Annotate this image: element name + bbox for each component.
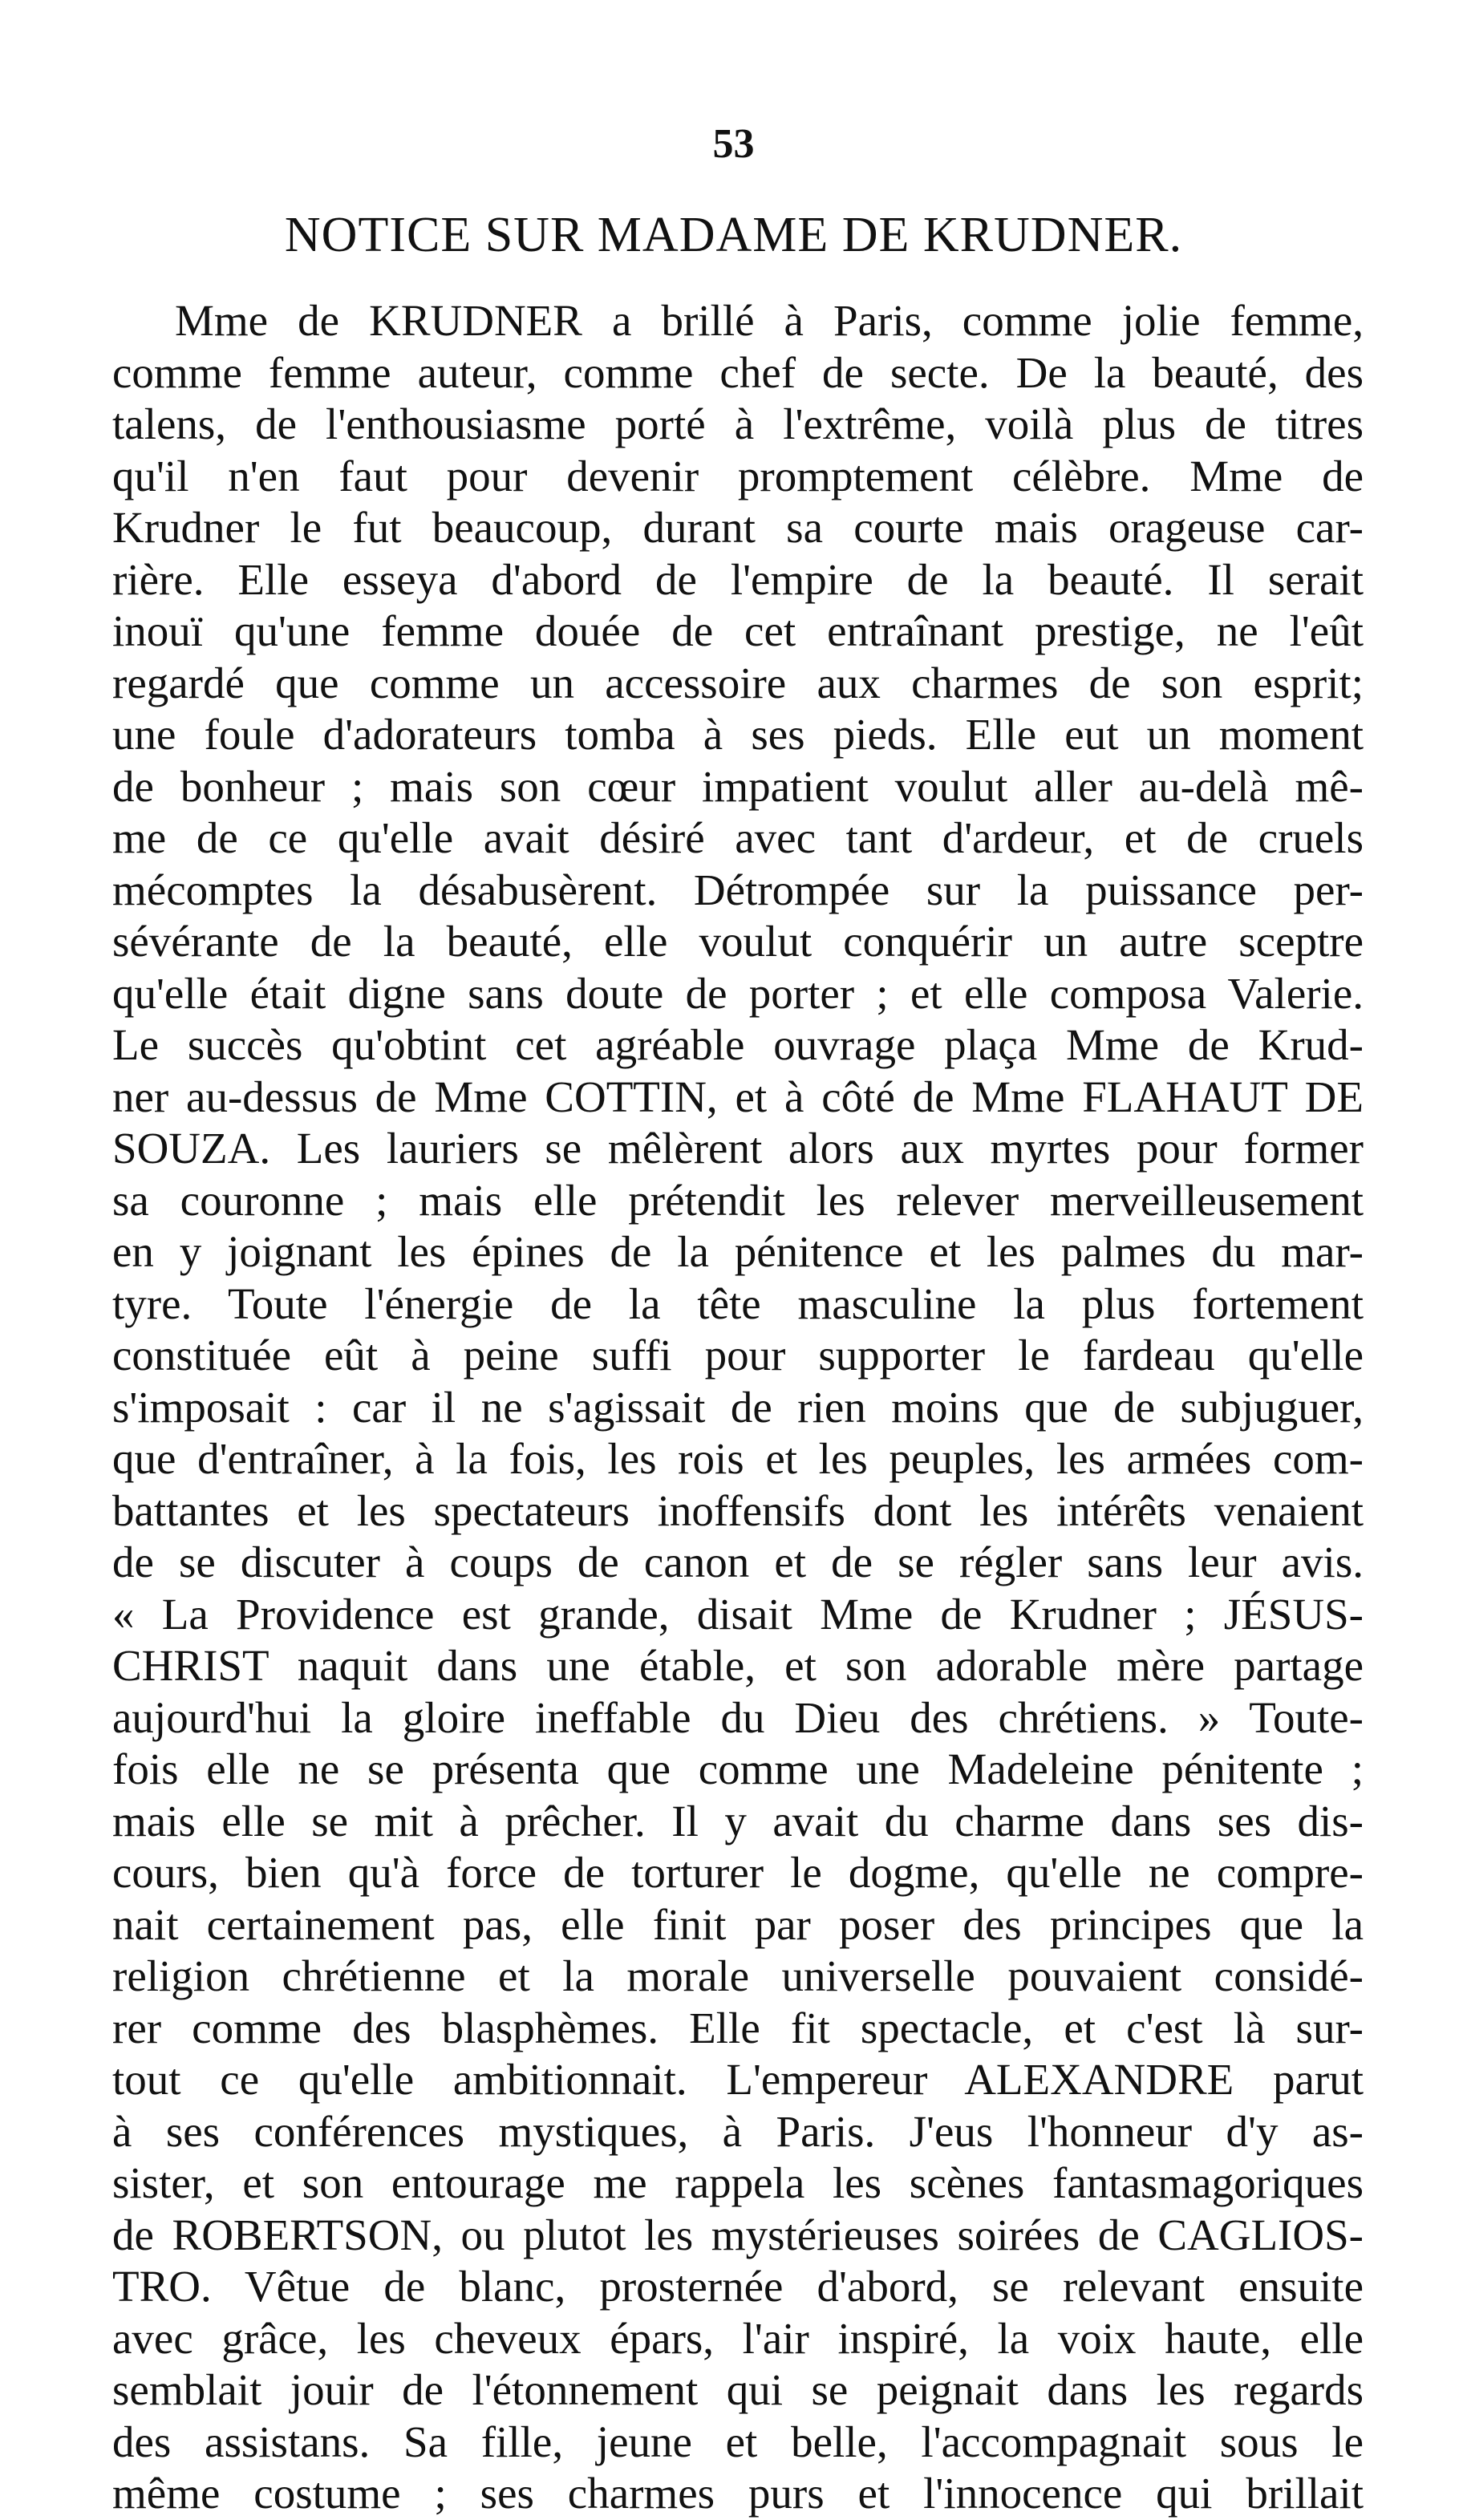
text-line: constituée eût à peine suffi pour supporter le fardeau qu'elle [112,1331,1364,1380]
text-line: SOUZA. Les lauriers se mêlèrent alors aux myrtes pour former [112,1124,1364,1173]
text-line: des assistans. Sa fille, jeune et belle, l'accompagnait sous le [112,2417,1364,2466]
text-line: talens, de l'enthousiasme porté à l'extrême, voilà plus de titres [112,399,1364,448]
text-line: rière. Elle esseya d'abord de l'empire de la beauté. Il serait [112,554,1364,604]
text-line: religion chrétienne et la morale universelle pouvaient considé- [112,1951,1364,2000]
text-line: « La Providence est grande, disait Mme de Krudner ; JÉSUS- [112,1589,1364,1639]
page-title: NOTICE SUR MADAME DE KRUDNER. [284,208,1183,262]
text-line: une foule d'adorateurs tomba à ses pieds. Elle eut un moment [112,710,1364,759]
text-line: cours, bien qu'à force de torturer le dogme, qu'elle ne compre- [112,1848,1364,1897]
text-line: CHRIST naquit dans une étable, et son adorable mère partage [112,1641,1364,1690]
text-line: que d'entraîner, à la fois, les rois et les peuples, les armées com- [112,1434,1364,1483]
body-text [112,295,1364,2520]
text-line: aujourd'hui la gloire ineffable du Dieu des chrétiens. » Toute- [112,1692,1364,1742]
text-line: à ses conférences mystiques, à Paris. J'eus l'honneur d'y as- [112,2106,1364,2156]
page-number: 53 [712,121,755,167]
text-line: ner au-dessus de Mme COTTIN, et à côté de Mme FLAHAUT DE [112,1072,1364,1121]
text-line: Krudner le fut beaucoup, durant sa courte mais orageuse car- [112,503,1364,552]
text-line: fois elle ne se présenta que comme une Madeleine pénitente ; [112,1744,1364,1793]
text-line: semblait jouir de l'étonnement qui se peignait dans les regards [112,2365,1364,2414]
text-line: me de ce qu'elle avait désiré avec tant d'ardeur, et de cruels [112,813,1364,862]
text-line: même costume ; ses charmes purs et l'innocence qui brillait [112,2469,1364,2518]
text-line: qu'elle était digne sans doute de porter ; et elle composa Valerie. [112,968,1364,1018]
text-line: rer comme des blasphèmes. Elle fit spectacle, et c'est là sur- [112,2003,1364,2052]
text-line: sa couronne ; mais elle prétendit les relever merveilleusement [112,1175,1364,1225]
text-line: s'imposait : car il ne s'agissait de rien moins que de subjuguer, [112,1382,1364,1432]
text-line: comme femme auteur, comme chef de secte. De la beauté, des [112,347,1364,397]
text-line: qu'il n'en faut pour devenir promptement célèbre. Mme de [112,451,1364,500]
text-line: de ROBERTSON, ou plutot les mystérieuses soirées de CAGLIOS- [112,2210,1364,2259]
text-line: de se discuter à coups de canon et de se régler sans leur avis. [112,1538,1364,1586]
text-line: regardé que comme un accessoire aux charmes de son esprit; [112,658,1364,707]
text-line: tout ce qu'elle ambitionnait. L'empereur ALEXANDRE parut [112,2055,1364,2104]
text-line: Mme de KRUDNER a brillé à Paris, comme jolie femme, [175,296,1364,345]
text-line: mécomptes la désabusèrent. Détrompée sur la puissance per- [112,865,1364,914]
text-line: tyre. Toute l'énergie de la tête masculine la plus fortement [112,1278,1364,1328]
text-line: mais elle se mit à prêcher. Il y avait du charme dans ses dis- [112,1796,1364,1845]
text-line: en y joignant les épines de la pénitence et les palmes du mar- [112,1227,1364,1276]
text-line: inouï qu'une femme douée de cet entraînant prestige, ne l'eût [112,606,1364,655]
text-line: TRO. Vêtue de blanc, prosternée d'abord, se relevant ensuite [112,2262,1364,2311]
text-line: nait certainement pas, elle finit par poser des principes que la [112,1899,1364,1949]
text-line: battantes et les spectateurs inoffensifs dont les intérêts venaient [112,1485,1364,1535]
text-line: Le succès qu'obtint cet agréable ouvrage plaça Mme de Krud- [112,1020,1364,1069]
text-line: avec grâce, les cheveux épars, l'air inspiré, la voix haute, elle [112,2313,1364,2363]
text-line: sévérante de la beauté, elle voulut conquérir un autre sceptre [112,917,1364,966]
text-line: sister, et son entourage me rappela les scènes fantasmagoriques [112,2158,1364,2207]
text-line: de bonheur ; mais son cœur impatient voulut aller au-delà mê- [112,761,1364,811]
